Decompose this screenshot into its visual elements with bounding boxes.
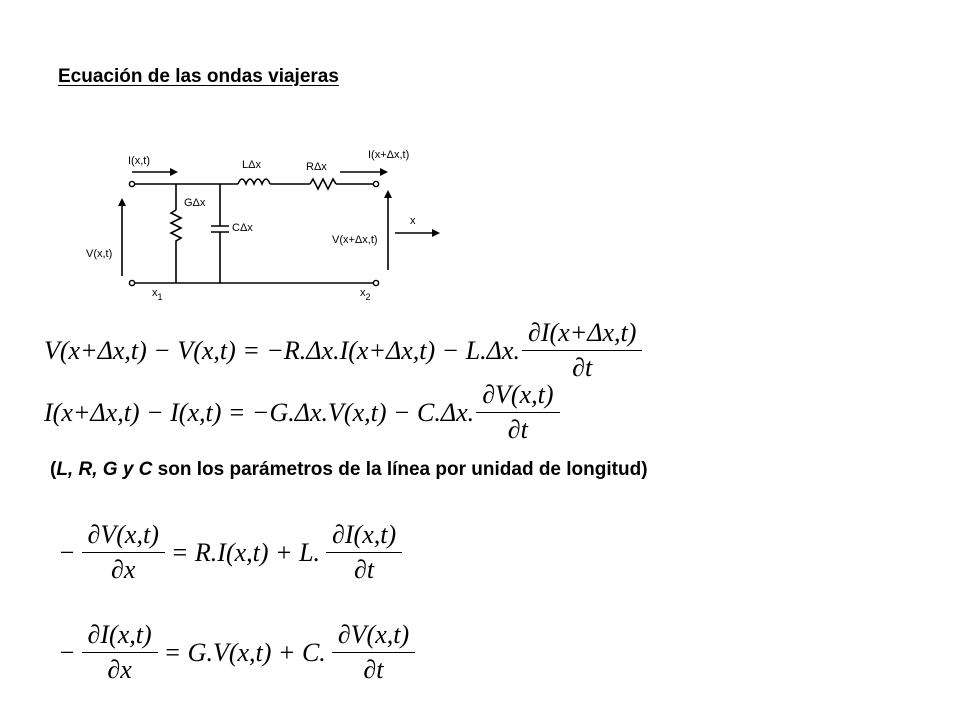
telegrapher-equation-current: − $\frac{\partial I(x,t)}{\partial x}$ = G.V(x,t) + C. $\frac{\partial V(x,t)}{\partial t}$: [58, 620, 417, 685]
current-out-label: I(x+Δx,t): [368, 149, 410, 161]
inductor-label: LΔx: [242, 159, 261, 171]
fraction: $\frac{\partial V(x,t)}{\partial t}$: [476, 380, 559, 445]
resistor-shunt: [171, 210, 181, 283]
fraction: $\frac{\partial I(x,t)}{\partial t}$: [326, 520, 402, 585]
page-title: Ecuación de las ondas viajeras: [58, 66, 339, 87]
transmission-line-circuit-diagram: [70, 140, 450, 310]
fraction: $\frac{\partial I(x,t)}{\partial x}$: [82, 620, 158, 685]
voltage-out-label: V(x+Δx,t): [332, 234, 378, 246]
resistor-series: [310, 179, 336, 189]
resistor-label: RΔx: [306, 161, 327, 173]
fraction: $\frac{\partial V(x,t)}{\partial t}$: [332, 620, 415, 685]
x-axis-label: x: [410, 215, 416, 227]
fraction: $\frac{\partial I(x+\Delta x,t)}{\partial t}$: [522, 318, 642, 383]
x2-label: $x_2$: [360, 287, 371, 302]
current-in-label: I(x,t): [128, 155, 150, 167]
telegrapher-equation-voltage: − $\frac{\partial V(x,t)}{\partial x}$ = R.I(x,t) + L. $\frac{\partial I(x,t)}{\partial t}$: [58, 520, 404, 585]
voltage-in-label: V(x,t): [86, 248, 113, 260]
inductor-coil: [238, 179, 270, 184]
capacitor-plates: [211, 226, 229, 232]
capacitor-label: CΔx: [232, 222, 253, 234]
x1-label: $x_1$: [152, 287, 163, 302]
parameters-note: (L, R, G y C son los parámetros de la línea por unidad de longitud): [50, 459, 648, 480]
fraction: $\frac{\partial V(x,t)}{\partial x}$: [82, 520, 165, 585]
equation-current-difference: I(x+Δx,t) − I(x,t) = −G.Δx.V(x,t) − C.Δx. $\frac{\partial V(x,t)}{\partial t}$: [44, 380, 562, 445]
conductance-label: GΔx: [184, 197, 206, 209]
equation-voltage-difference: V(x+Δx,t) − V(x,t) = −R.Δx.I(x+Δx,t) − L.Δx. $\frac{\partial I(x+\Delta x,t)}{\partial t}$: [44, 318, 644, 383]
